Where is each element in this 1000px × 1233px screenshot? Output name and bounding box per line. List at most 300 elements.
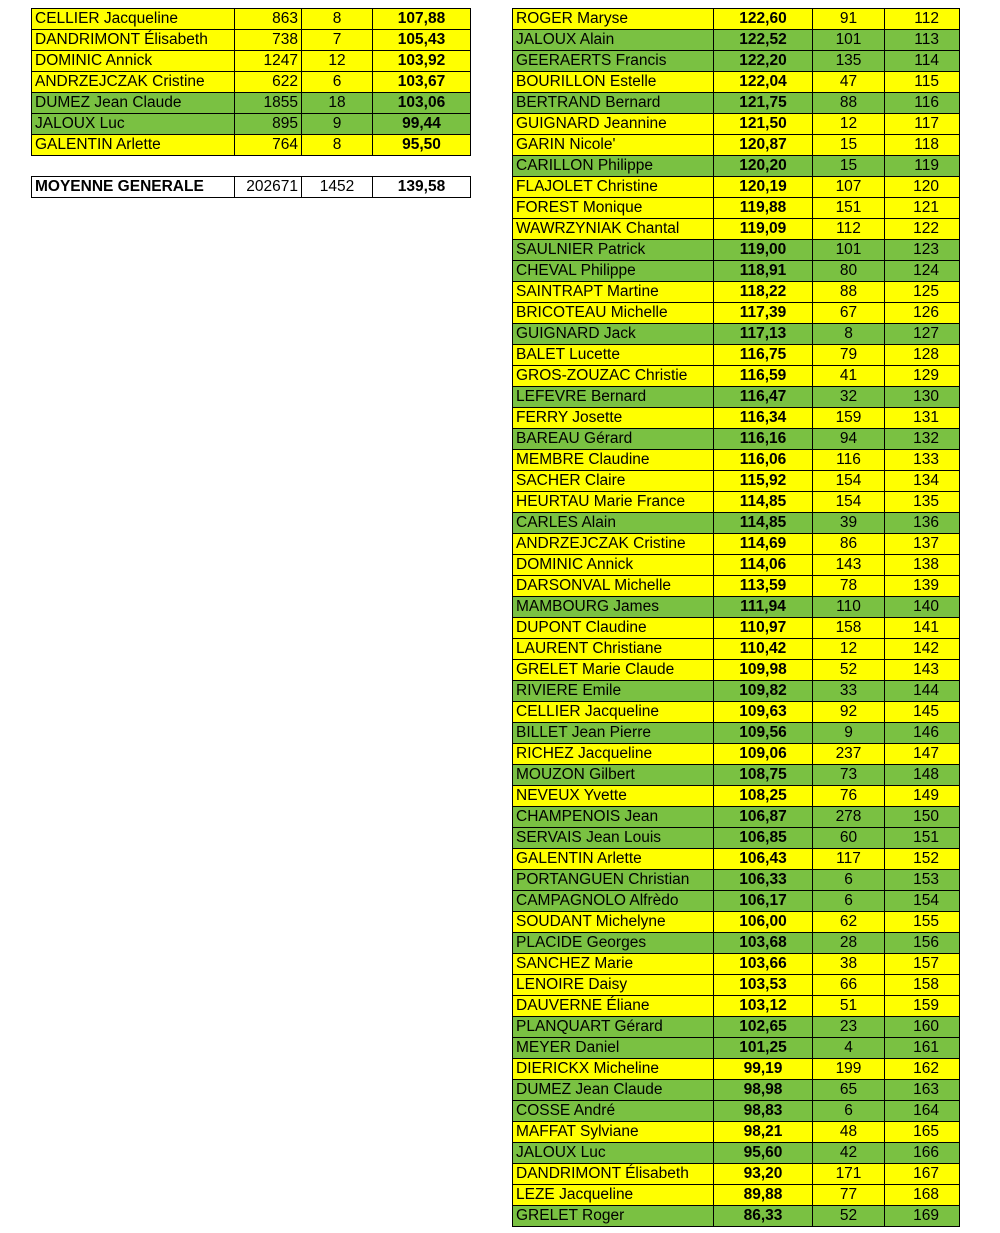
player-count: 78 xyxy=(813,576,885,597)
player-name: RICHEZ Jacqueline xyxy=(513,744,714,765)
player-average: 120,20 xyxy=(714,156,813,177)
player-name: SOUDANT Michelyne xyxy=(513,912,714,933)
player-rank: 145 xyxy=(885,702,960,723)
player-total: 622 xyxy=(235,72,302,93)
player-name: HEURTAU Marie France xyxy=(513,492,714,513)
player-count: 38 xyxy=(813,954,885,975)
player-average: 108,75 xyxy=(714,765,813,786)
player-count: 62 xyxy=(813,912,885,933)
player-count: 32 xyxy=(813,387,885,408)
player-average: 109,56 xyxy=(714,723,813,744)
player-average: 116,59 xyxy=(714,366,813,387)
player-name: SACHER Claire xyxy=(513,471,714,492)
player-name: CAMPAGNOLO Alfrèdo xyxy=(513,891,714,912)
player-name: GARIN Nicole' xyxy=(513,135,714,156)
player-count: 154 xyxy=(813,471,885,492)
player-rank: 135 xyxy=(885,492,960,513)
player-average: 106,17 xyxy=(714,891,813,912)
player-name: BAREAU Gérard xyxy=(513,429,714,450)
player-name: ANDRZEJCZAK Cristine xyxy=(513,534,714,555)
player-average: 99,19 xyxy=(714,1059,813,1080)
player-name: JALOUX Alain xyxy=(513,30,714,51)
player-name: DOMINIC Annick xyxy=(513,555,714,576)
player-name: NEVEUX Yvette xyxy=(513,786,714,807)
player-count: 15 xyxy=(813,156,885,177)
ranking-table-row xyxy=(513,576,960,597)
player-average: 103,92 xyxy=(373,51,471,72)
player-count: 86 xyxy=(813,534,885,555)
ranking-table-row xyxy=(513,1122,960,1143)
player-count: 52 xyxy=(813,660,885,681)
player-rank: 137 xyxy=(885,534,960,555)
player-count: 158 xyxy=(813,618,885,639)
player-count: 92 xyxy=(813,702,885,723)
player-name: DANDRIMONT Élisabeth xyxy=(513,1164,714,1185)
player-count: 66 xyxy=(813,975,885,996)
player-count: 41 xyxy=(813,366,885,387)
player-name: MAMBOURG James xyxy=(513,597,714,618)
player-average: 103,12 xyxy=(714,996,813,1017)
player-count: 15 xyxy=(813,135,885,156)
player-count: 48 xyxy=(813,1122,885,1143)
player-count: 110 xyxy=(813,597,885,618)
ranking-table-row xyxy=(513,891,960,912)
player-count: 101 xyxy=(813,240,885,261)
player-rank: 150 xyxy=(885,807,960,828)
player-average: 98,21 xyxy=(714,1122,813,1143)
player-count: 79 xyxy=(813,345,885,366)
player-name: PORTANGUEN Christian xyxy=(513,870,714,891)
player-name: GROS-ZOUZAC Christie xyxy=(513,366,714,387)
player-name: SAINTRAPT Martine xyxy=(513,282,714,303)
player-rank: 156 xyxy=(885,933,960,954)
player-name: DARSONVAL Michelle xyxy=(513,576,714,597)
player-average: 106,43 xyxy=(714,849,813,870)
player-name: CARLES Alain xyxy=(513,513,714,534)
player-name: GRELET Roger xyxy=(513,1206,714,1227)
player-rank: 141 xyxy=(885,618,960,639)
ranking-table-row xyxy=(513,597,960,618)
ranking-body xyxy=(513,9,960,1227)
player-name: FERRY Josette xyxy=(513,408,714,429)
player-count: 4 xyxy=(813,1038,885,1059)
player-name: GUIGNARD Jeannine xyxy=(513,114,714,135)
ranking-table-row xyxy=(513,1143,960,1164)
player-average: 116,75 xyxy=(714,345,813,366)
player-rank: 167 xyxy=(885,1164,960,1185)
player-rank: 153 xyxy=(885,870,960,891)
player-average: 103,53 xyxy=(714,975,813,996)
left-table-row xyxy=(32,114,471,135)
player-rank: 117 xyxy=(885,114,960,135)
ranking-table-row xyxy=(513,51,960,72)
player-average: 110,42 xyxy=(714,639,813,660)
player-name: SANCHEZ Marie xyxy=(513,954,714,975)
player-count: 23 xyxy=(813,1017,885,1038)
left-table-row xyxy=(32,9,471,30)
player-average: 89,88 xyxy=(714,1185,813,1206)
player-name: LEZE Jacqueline xyxy=(513,1185,714,1206)
player-average: 86,33 xyxy=(714,1206,813,1227)
player-name: JALOUX Luc xyxy=(513,1143,714,1164)
player-rank: 166 xyxy=(885,1143,960,1164)
player-rank: 125 xyxy=(885,282,960,303)
player-rank: 169 xyxy=(885,1206,960,1227)
player-rank: 151 xyxy=(885,828,960,849)
ranking-table-row xyxy=(513,954,960,975)
ranking-table-row xyxy=(513,387,960,408)
general-average-value: 139,58 xyxy=(373,177,471,198)
player-name: CELLIER Jacqueline xyxy=(513,702,714,723)
player-rank: 149 xyxy=(885,786,960,807)
player-average: 116,16 xyxy=(714,429,813,450)
player-average: 122,04 xyxy=(714,72,813,93)
left-table-row xyxy=(32,135,471,156)
player-rank: 116 xyxy=(885,93,960,114)
player-count: 116 xyxy=(813,450,885,471)
general-average-total: 202671 xyxy=(235,177,302,198)
player-name: BERTRAND Bernard xyxy=(513,93,714,114)
player-average: 107,88 xyxy=(373,9,471,30)
ranking-table-row xyxy=(513,1101,960,1122)
ranking-table-row xyxy=(513,996,960,1017)
player-count: 7 xyxy=(302,30,373,51)
player-rank: 129 xyxy=(885,366,960,387)
player-rank: 138 xyxy=(885,555,960,576)
player-name: GALENTIN Arlette xyxy=(32,135,235,156)
player-count: 107 xyxy=(813,177,885,198)
player-total: 1855 xyxy=(235,93,302,114)
ranking-table-row xyxy=(513,534,960,555)
player-rank: 157 xyxy=(885,954,960,975)
ranking-table xyxy=(512,8,960,1227)
player-count: 12 xyxy=(813,639,885,660)
player-name: DUMEZ Jean Claude xyxy=(32,93,235,114)
player-average: 98,98 xyxy=(714,1080,813,1101)
player-count: 76 xyxy=(813,786,885,807)
player-average: 119,09 xyxy=(714,219,813,240)
player-rank: 146 xyxy=(885,723,960,744)
ranking-table-row xyxy=(513,1059,960,1080)
player-average: 114,06 xyxy=(714,555,813,576)
player-count: 199 xyxy=(813,1059,885,1080)
player-rank: 163 xyxy=(885,1080,960,1101)
ranking-table-row xyxy=(513,513,960,534)
player-name: LENOIRE Daisy xyxy=(513,975,714,996)
player-total: 738 xyxy=(235,30,302,51)
player-rank: 131 xyxy=(885,408,960,429)
player-count: 9 xyxy=(302,114,373,135)
ranking-table-row xyxy=(513,912,960,933)
player-name: RIVIERE Emile xyxy=(513,681,714,702)
player-average: 114,85 xyxy=(714,513,813,534)
ranking-table-row xyxy=(513,975,960,996)
player-average: 106,85 xyxy=(714,828,813,849)
player-count: 88 xyxy=(813,282,885,303)
player-average: 122,20 xyxy=(714,51,813,72)
player-name: MOUZON Gilbert xyxy=(513,765,714,786)
player-name: DIERICKX Micheline xyxy=(513,1059,714,1080)
ranking-table-row xyxy=(513,786,960,807)
ranking-table-row xyxy=(513,30,960,51)
player-rank: 162 xyxy=(885,1059,960,1080)
ranking-table-row xyxy=(513,408,960,429)
player-rank: 114 xyxy=(885,51,960,72)
ranking-table-row xyxy=(513,1185,960,1206)
player-total: 895 xyxy=(235,114,302,135)
player-average: 115,92 xyxy=(714,471,813,492)
ranking-table-row xyxy=(513,849,960,870)
ranking-table-row xyxy=(513,114,960,135)
player-name: JALOUX Luc xyxy=(32,114,235,135)
player-rank: 122 xyxy=(885,219,960,240)
player-rank: 154 xyxy=(885,891,960,912)
player-name: BALET Lucette xyxy=(513,345,714,366)
ranking-table-row xyxy=(513,450,960,471)
player-rank: 119 xyxy=(885,156,960,177)
player-count: 33 xyxy=(813,681,885,702)
player-count: 6 xyxy=(813,891,885,912)
player-rank: 130 xyxy=(885,387,960,408)
player-rank: 123 xyxy=(885,240,960,261)
player-count: 112 xyxy=(813,219,885,240)
player-average: 114,85 xyxy=(714,492,813,513)
player-average: 122,52 xyxy=(714,30,813,51)
player-count: 101 xyxy=(813,30,885,51)
player-average: 106,87 xyxy=(714,807,813,828)
player-rank: 140 xyxy=(885,597,960,618)
player-count: 28 xyxy=(813,933,885,954)
player-count: 159 xyxy=(813,408,885,429)
player-average: 105,43 xyxy=(373,30,471,51)
player-name: GALENTIN Arlette xyxy=(513,849,714,870)
ranking-table-row xyxy=(513,702,960,723)
player-average: 110,97 xyxy=(714,618,813,639)
general-average-count: 1452 xyxy=(302,177,373,198)
player-name: DANDRIMONT Élisabeth xyxy=(32,30,235,51)
player-rank: 134 xyxy=(885,471,960,492)
player-name: SAULNIER Patrick xyxy=(513,240,714,261)
player-rank: 115 xyxy=(885,72,960,93)
player-rank: 148 xyxy=(885,765,960,786)
player-average: 106,00 xyxy=(714,912,813,933)
player-name: LAURENT Christiane xyxy=(513,639,714,660)
ranking-table-row xyxy=(513,324,960,345)
player-rank: 144 xyxy=(885,681,960,702)
player-name: MEMBRE Claudine xyxy=(513,450,714,471)
ranking-table-row xyxy=(513,828,960,849)
player-rank: 155 xyxy=(885,912,960,933)
player-average: 121,50 xyxy=(714,114,813,135)
ranking-table-row xyxy=(513,660,960,681)
ranking-table-row xyxy=(513,870,960,891)
player-average: 116,47 xyxy=(714,387,813,408)
player-name: CARILLON Philippe xyxy=(513,156,714,177)
player-count: 6 xyxy=(813,870,885,891)
player-count: 42 xyxy=(813,1143,885,1164)
player-count: 151 xyxy=(813,198,885,219)
player-name: CHAMPENOIS Jean xyxy=(513,807,714,828)
player-name: GEERAERTS Francis xyxy=(513,51,714,72)
player-name: PLANQUART Gérard xyxy=(513,1017,714,1038)
player-average: 106,33 xyxy=(714,870,813,891)
ranking-table-row xyxy=(513,156,960,177)
player-count: 278 xyxy=(813,807,885,828)
player-name: PLACIDE Georges xyxy=(513,933,714,954)
ranking-table-row xyxy=(513,135,960,156)
player-average: 98,83 xyxy=(714,1101,813,1122)
player-count: 154 xyxy=(813,492,885,513)
left-table-row xyxy=(32,72,471,93)
player-rank: 118 xyxy=(885,135,960,156)
player-average: 116,06 xyxy=(714,450,813,471)
player-average: 109,63 xyxy=(714,702,813,723)
ranking-table-row xyxy=(513,765,960,786)
player-average: 121,75 xyxy=(714,93,813,114)
player-average: 93,20 xyxy=(714,1164,813,1185)
ranking-table-row xyxy=(513,1038,960,1059)
player-rank: 128 xyxy=(885,345,960,366)
ranking-table-row xyxy=(513,492,960,513)
player-name: DOMINIC Annick xyxy=(32,51,235,72)
player-average: 116,34 xyxy=(714,408,813,429)
player-name: FLAJOLET Christine xyxy=(513,177,714,198)
player-count: 51 xyxy=(813,996,885,1017)
player-name: FOREST Monique xyxy=(513,198,714,219)
ranking-table-row xyxy=(513,429,960,450)
player-name: CHEVAL Philippe xyxy=(513,261,714,282)
player-name: BRICOTEAU Michelle xyxy=(513,303,714,324)
player-count: 6 xyxy=(302,72,373,93)
ranking-table-row xyxy=(513,1206,960,1227)
player-count: 9 xyxy=(813,723,885,744)
player-count: 12 xyxy=(813,114,885,135)
player-rank: 121 xyxy=(885,198,960,219)
player-rank: 142 xyxy=(885,639,960,660)
ranking-table-row xyxy=(513,345,960,366)
player-count: 135 xyxy=(813,51,885,72)
player-name: SERVAIS Jean Louis xyxy=(513,828,714,849)
player-name: DUPONT Claudine xyxy=(513,618,714,639)
player-total: 1247 xyxy=(235,51,302,72)
player-count: 52 xyxy=(813,1206,885,1227)
ranking-table-row xyxy=(513,1164,960,1185)
player-rank: 159 xyxy=(885,996,960,1017)
player-name: BILLET Jean Pierre xyxy=(513,723,714,744)
general-average-row xyxy=(32,177,471,198)
player-rank: 164 xyxy=(885,1101,960,1122)
ranking-table-row xyxy=(513,933,960,954)
player-rank: 124 xyxy=(885,261,960,282)
ranking-table-row xyxy=(513,177,960,198)
player-count: 117 xyxy=(813,849,885,870)
player-average: 122,60 xyxy=(714,9,813,30)
player-average: 111,94 xyxy=(714,597,813,618)
player-count: 60 xyxy=(813,828,885,849)
ranking-table-row xyxy=(513,723,960,744)
player-total: 764 xyxy=(235,135,302,156)
player-count: 94 xyxy=(813,429,885,450)
player-count: 39 xyxy=(813,513,885,534)
player-average: 103,06 xyxy=(373,93,471,114)
player-rank: 113 xyxy=(885,30,960,51)
player-count: 8 xyxy=(302,9,373,30)
player-average: 95,60 xyxy=(714,1143,813,1164)
ranking-table-row xyxy=(513,744,960,765)
player-count: 77 xyxy=(813,1185,885,1206)
player-count: 6 xyxy=(813,1101,885,1122)
player-count: 171 xyxy=(813,1164,885,1185)
player-name: GRELET Marie Claude xyxy=(513,660,714,681)
player-count: 12 xyxy=(302,51,373,72)
player-count: 8 xyxy=(302,135,373,156)
player-count: 143 xyxy=(813,555,885,576)
ranking-table-row xyxy=(513,219,960,240)
ranking-table-row xyxy=(513,1080,960,1101)
player-name: MAFFAT Sylviane xyxy=(513,1122,714,1143)
general-average-table xyxy=(31,176,471,198)
ranking-table-row xyxy=(513,282,960,303)
player-average: 103,66 xyxy=(714,954,813,975)
player-count: 237 xyxy=(813,744,885,765)
player-average: 99,44 xyxy=(373,114,471,135)
player-count: 73 xyxy=(813,765,885,786)
player-average: 101,25 xyxy=(714,1038,813,1059)
player-rank: 112 xyxy=(885,9,960,30)
player-average: 117,39 xyxy=(714,303,813,324)
left-table-row xyxy=(32,30,471,51)
player-total: 863 xyxy=(235,9,302,30)
ranking-table-row xyxy=(513,639,960,660)
ranking-table-row xyxy=(513,807,960,828)
player-average: 119,88 xyxy=(714,198,813,219)
player-rank: 139 xyxy=(885,576,960,597)
player-name: DAUVERNE Éliane xyxy=(513,996,714,1017)
ranking-table-row xyxy=(513,471,960,492)
player-rank: 161 xyxy=(885,1038,960,1059)
player-average: 95,50 xyxy=(373,135,471,156)
player-count: 18 xyxy=(302,93,373,114)
player-average: 102,65 xyxy=(714,1017,813,1038)
player-average: 109,82 xyxy=(714,681,813,702)
player-name: WAWRZYNIAK Chantal xyxy=(513,219,714,240)
player-average: 114,69 xyxy=(714,534,813,555)
left-table-row xyxy=(32,93,471,114)
player-rank: 160 xyxy=(885,1017,960,1038)
ranking-table-row xyxy=(513,72,960,93)
player-name: DUMEZ Jean Claude xyxy=(513,1080,714,1101)
general-average-label: MOYENNE GENERALE xyxy=(32,177,235,198)
player-rank: 147 xyxy=(885,744,960,765)
player-rank: 158 xyxy=(885,975,960,996)
player-count: 67 xyxy=(813,303,885,324)
ranking-table-row xyxy=(513,618,960,639)
player-name: COSSE André xyxy=(513,1101,714,1122)
player-name: BOURILLON Estelle xyxy=(513,72,714,93)
player-name: MEYER Daniel xyxy=(513,1038,714,1059)
player-name: CELLIER Jacqueline xyxy=(32,9,235,30)
ranking-table-row xyxy=(513,1017,960,1038)
player-average: 119,00 xyxy=(714,240,813,261)
player-average: 120,87 xyxy=(714,135,813,156)
player-count: 88 xyxy=(813,93,885,114)
ranking-table-row xyxy=(513,240,960,261)
player-rank: 127 xyxy=(885,324,960,345)
player-average: 108,25 xyxy=(714,786,813,807)
player-average: 109,06 xyxy=(714,744,813,765)
player-name: GUIGNARD Jack xyxy=(513,324,714,345)
ranking-table-row xyxy=(513,555,960,576)
